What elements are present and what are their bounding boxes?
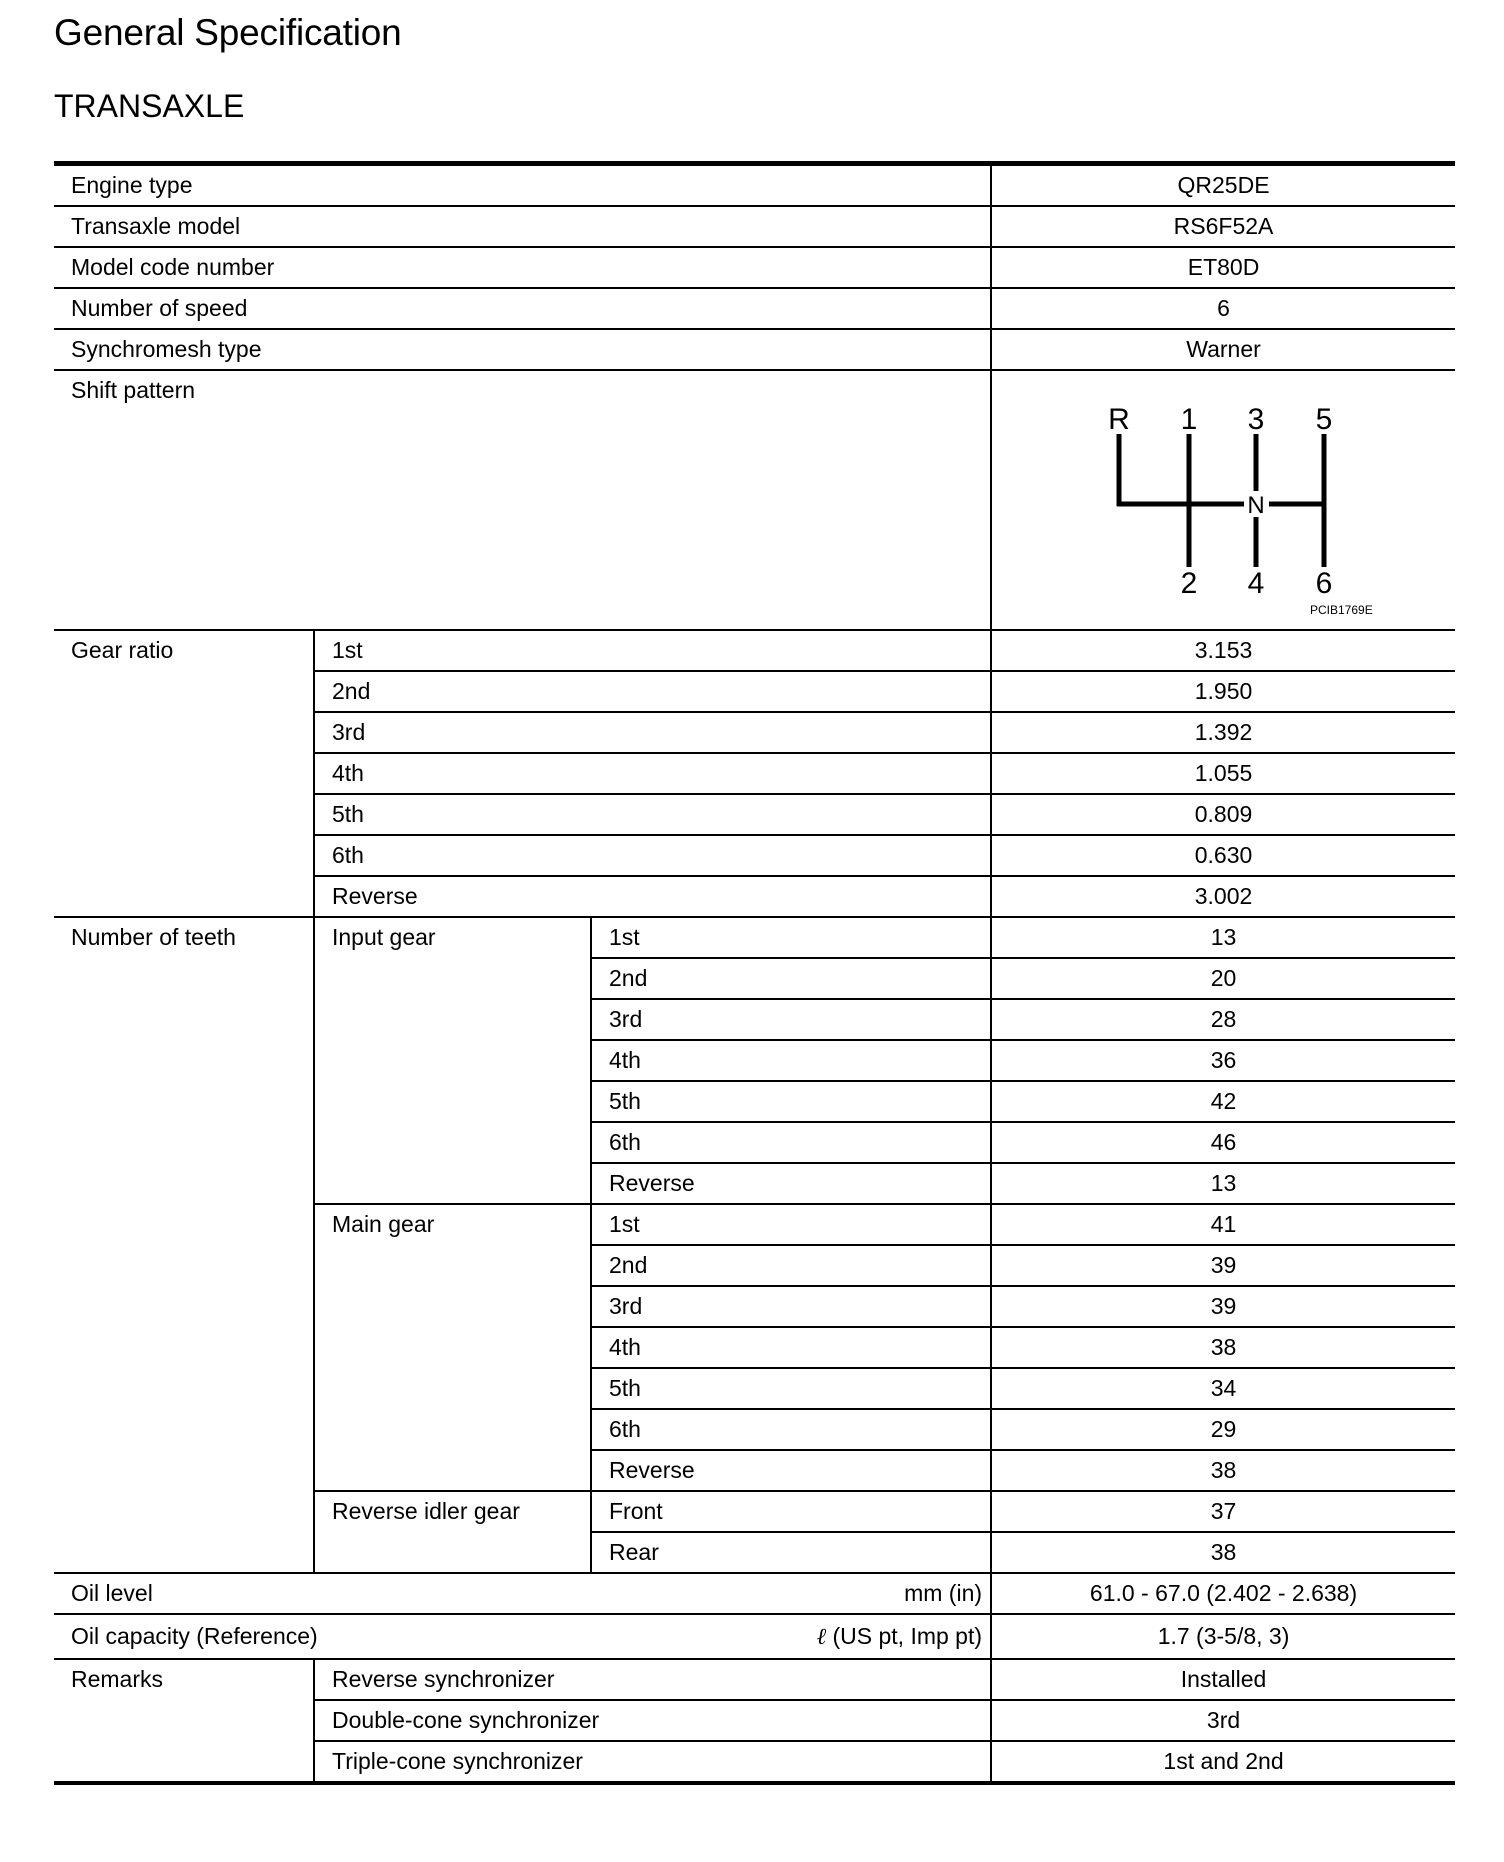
gear-name: 4th [314, 753, 991, 794]
table-row [54, 288, 1455, 329]
gear-name: 1st [591, 1204, 991, 1245]
teeth-value: 42 [991, 1081, 1455, 1122]
gear-name: Reverse [591, 1163, 991, 1204]
gear-name: Reverse [314, 876, 991, 917]
gear-ratio-value: 0.630 [991, 835, 1455, 876]
row-value: QR25DE [991, 164, 1455, 207]
teeth-label: Number of teeth [54, 917, 314, 1573]
oil-capacity-label: Oil capacity (Reference) [54, 1614, 591, 1659]
gear-name: 3rd [591, 999, 991, 1040]
section-title: TRANSAXLE [54, 88, 245, 124]
teeth-value: 20 [991, 958, 1455, 999]
gear-name: 4th [591, 1040, 991, 1081]
gear-name: 2nd [591, 1245, 991, 1286]
remark-name: Triple-cone synchronizer [314, 1741, 991, 1783]
gear-name: 2nd [591, 958, 991, 999]
gear-ratio-value: 1.055 [991, 753, 1455, 794]
gear-name: 5th [591, 1081, 991, 1122]
gear-name: Rear [591, 1532, 991, 1573]
shift-pattern-diagram [992, 371, 1455, 629]
reverse-idler-label: Reverse idler gear [314, 1491, 591, 1573]
teeth-value: 13 [991, 1163, 1455, 1204]
shift-label-1: 1 [1180, 403, 1198, 436]
row-value: Warner [991, 329, 1455, 370]
table-row [54, 164, 1455, 207]
table-row [54, 370, 1455, 630]
remark-value: 3rd [991, 1700, 1455, 1741]
page-title: General Specification [54, 12, 402, 53]
remark-name: Double-cone synchronizer [314, 1700, 991, 1741]
shift-pattern-graphic [992, 371, 1456, 629]
gear-name: 6th [314, 835, 991, 876]
gear-ratio-value: 3.153 [991, 630, 1455, 671]
liter-symbol: ℓ [816, 1624, 827, 1650]
teeth-value: 29 [991, 1409, 1455, 1450]
teeth-value: 39 [991, 1286, 1455, 1327]
shift-label-neutral: N [1247, 492, 1265, 519]
teeth-value: 34 [991, 1368, 1455, 1409]
oil-capacity-unit: (US pt, Imp pt) [832, 1623, 983, 1649]
gear-name: Reverse [591, 1450, 991, 1491]
row-label: Transaxle model [54, 206, 991, 247]
remark-value: Installed [991, 1659, 1455, 1700]
table-row [54, 1614, 1455, 1659]
row-value: RS6F52A [991, 206, 1455, 247]
teeth-value: 39 [991, 1245, 1455, 1286]
gear-name: 6th [591, 1122, 991, 1163]
table-row [54, 329, 1455, 370]
table-row [54, 630, 1455, 671]
gear-name: 5th [314, 794, 991, 835]
row-label: Synchromesh type [54, 329, 991, 370]
oil-capacity-value: 1.7 (3-5/8, 3) [991, 1614, 1455, 1659]
teeth-value: 41 [991, 1204, 1455, 1245]
remark-value: 1st and 2nd [991, 1741, 1455, 1783]
remarks-label: Remarks [54, 1659, 314, 1783]
gear-name: Front [591, 1491, 991, 1532]
teeth-value: 28 [991, 999, 1455, 1040]
teeth-value: 38 [991, 1532, 1455, 1573]
gear-name: 3rd [314, 712, 991, 753]
gear-ratio-value: 1.950 [991, 671, 1455, 712]
gear-name: 5th [591, 1368, 991, 1409]
oil-level-value: 61.0 - 67.0 (2.402 - 2.638) [991, 1573, 1455, 1614]
gear-ratio-value: 1.392 [991, 712, 1455, 753]
oil-level-unit: mm (in) [591, 1573, 991, 1614]
remark-name: Reverse synchronizer [314, 1659, 991, 1700]
gear-name: 3rd [591, 1286, 991, 1327]
oil-capacity-unit-cell [591, 1614, 991, 1659]
row-value: 6 [991, 288, 1455, 329]
input-gear-label: Input gear [314, 917, 591, 1204]
shift-pattern-cell [991, 370, 1455, 630]
gear-name: 4th [591, 1327, 991, 1368]
row-label: Engine type [54, 164, 991, 207]
row-label: Shift pattern [54, 370, 991, 630]
shift-label-r: R [1108, 403, 1130, 436]
row-value: ET80D [991, 247, 1455, 288]
table-row [54, 917, 1455, 958]
gear-name: 6th [591, 1409, 991, 1450]
transaxle-spec-table [54, 161, 1455, 1785]
teeth-value: 36 [991, 1040, 1455, 1081]
shift-label-2: 2 [1180, 567, 1198, 600]
gear-name: 1st [314, 630, 991, 671]
main-gear-label: Main gear [314, 1204, 591, 1491]
oil-level-label: Oil level [54, 1573, 591, 1614]
teeth-value: 46 [991, 1122, 1455, 1163]
row-label: Model code number [54, 247, 991, 288]
table-row [54, 247, 1455, 288]
gear-name: 2nd [314, 671, 991, 712]
teeth-value: 38 [991, 1327, 1455, 1368]
teeth-value: 38 [991, 1450, 1455, 1491]
figure-code: PCIB1769E [1310, 603, 1373, 617]
gear-ratio-value: 3.002 [991, 876, 1455, 917]
shift-label-4: 4 [1247, 567, 1265, 600]
shift-label-3: 3 [1247, 403, 1265, 436]
table-row [54, 206, 1455, 247]
teeth-value: 37 [991, 1491, 1455, 1532]
teeth-value: 13 [991, 917, 1455, 958]
table-row [54, 1573, 1455, 1614]
gear-name: 1st [591, 917, 991, 958]
shift-label-5: 5 [1315, 403, 1333, 436]
row-label: Number of speed [54, 288, 991, 329]
gear-ratio-value: 0.809 [991, 794, 1455, 835]
gear-ratio-label: Gear ratio [54, 630, 314, 917]
shift-label-6: 6 [1315, 567, 1333, 600]
table-row [54, 1659, 1455, 1700]
